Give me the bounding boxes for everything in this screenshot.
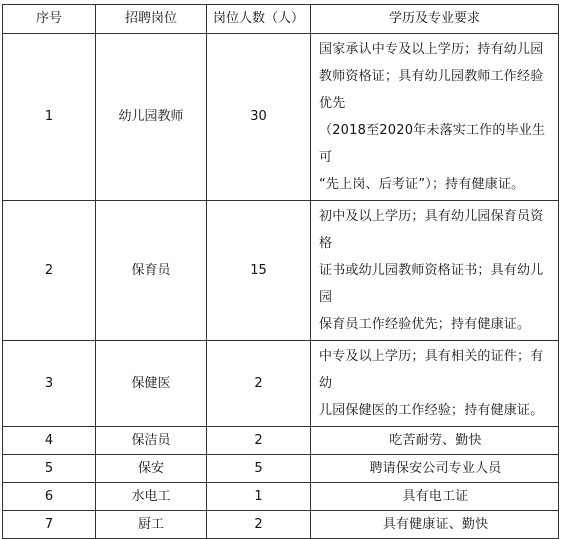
cell-seq: 5 xyxy=(3,455,96,483)
cell-position: 保洁员 xyxy=(96,427,207,455)
recruitment-table-container xyxy=(2,4,558,539)
table-row xyxy=(3,34,559,201)
cell-seq: 7 xyxy=(3,511,96,539)
cell-headcount: 15 xyxy=(207,201,311,341)
requirement-line: 具有健康证、勤快 xyxy=(382,516,489,532)
cell-position: 水电工 xyxy=(96,483,207,511)
cell-position: 幼儿园教师 xyxy=(96,34,207,201)
cell-seq: 6 xyxy=(3,483,96,511)
table-row xyxy=(3,341,559,427)
cell-requirement xyxy=(311,483,559,511)
cell-position: 厨工 xyxy=(96,511,207,539)
cell-headcount: 30 xyxy=(207,34,311,201)
requirement-line: 中专及以上学历；具有相关的证件；有幼 xyxy=(319,349,544,391)
requirement-line: 证书或幼儿园教师资格证书；具有幼儿园 xyxy=(319,263,544,305)
cell-headcount: 2 xyxy=(207,427,311,455)
cell-requirement xyxy=(311,341,559,427)
cell-requirement xyxy=(311,201,559,341)
cell-headcount: 1 xyxy=(207,483,311,511)
requirement-line: 聘请保安公司专业人员 xyxy=(369,460,502,476)
cell-position: 保健医 xyxy=(96,341,207,427)
cell-seq: 2 xyxy=(3,201,96,341)
header-seq: 序号 xyxy=(3,5,96,34)
header-requirement: 学历及专业要求 xyxy=(311,5,559,34)
cell-requirement xyxy=(311,511,559,539)
header-headcount: 岗位人数（人） xyxy=(207,5,311,34)
cell-requirement xyxy=(311,427,559,455)
cell-requirement xyxy=(311,34,559,201)
requirement-line: 吃苦耐劳、勤快 xyxy=(389,432,482,448)
requirement-line: 初中及以上学历；具有幼儿园保育员资格 xyxy=(319,209,544,251)
requirement-line: 儿园保健医的工作经验；持有健康证。 xyxy=(319,403,544,418)
cell-headcount: 5 xyxy=(207,455,311,483)
requirement-line: 保育员工作经验优先；持有健康证。 xyxy=(319,317,531,332)
cell-headcount: 2 xyxy=(207,341,311,427)
table-row xyxy=(3,511,559,539)
header-position: 招聘岗位 xyxy=(96,5,207,34)
recruitment-table xyxy=(2,4,559,539)
cell-seq: 1 xyxy=(3,34,96,201)
requirement-line: 国家承认中专及以上学历；持有幼儿园 xyxy=(319,42,544,57)
requirement-line: “先上岗、后考证”）；持有健康证。 xyxy=(319,177,525,192)
table-header-row xyxy=(3,5,559,34)
requirement-line: （2018至2020年未落实工作的毕业生可 xyxy=(319,123,546,165)
requirement-line: 教师资格证；具有幼儿园教师工作经验优先 xyxy=(319,69,544,111)
cell-seq: 4 xyxy=(3,427,96,455)
table-row xyxy=(3,201,559,341)
requirement-line: 具有电工证 xyxy=(402,488,469,504)
cell-seq: 3 xyxy=(3,341,96,427)
table-row xyxy=(3,483,559,511)
cell-headcount: 2 xyxy=(207,511,311,539)
cell-position: 保育员 xyxy=(96,201,207,341)
table-row xyxy=(3,427,559,455)
cell-position: 保安 xyxy=(96,455,207,483)
